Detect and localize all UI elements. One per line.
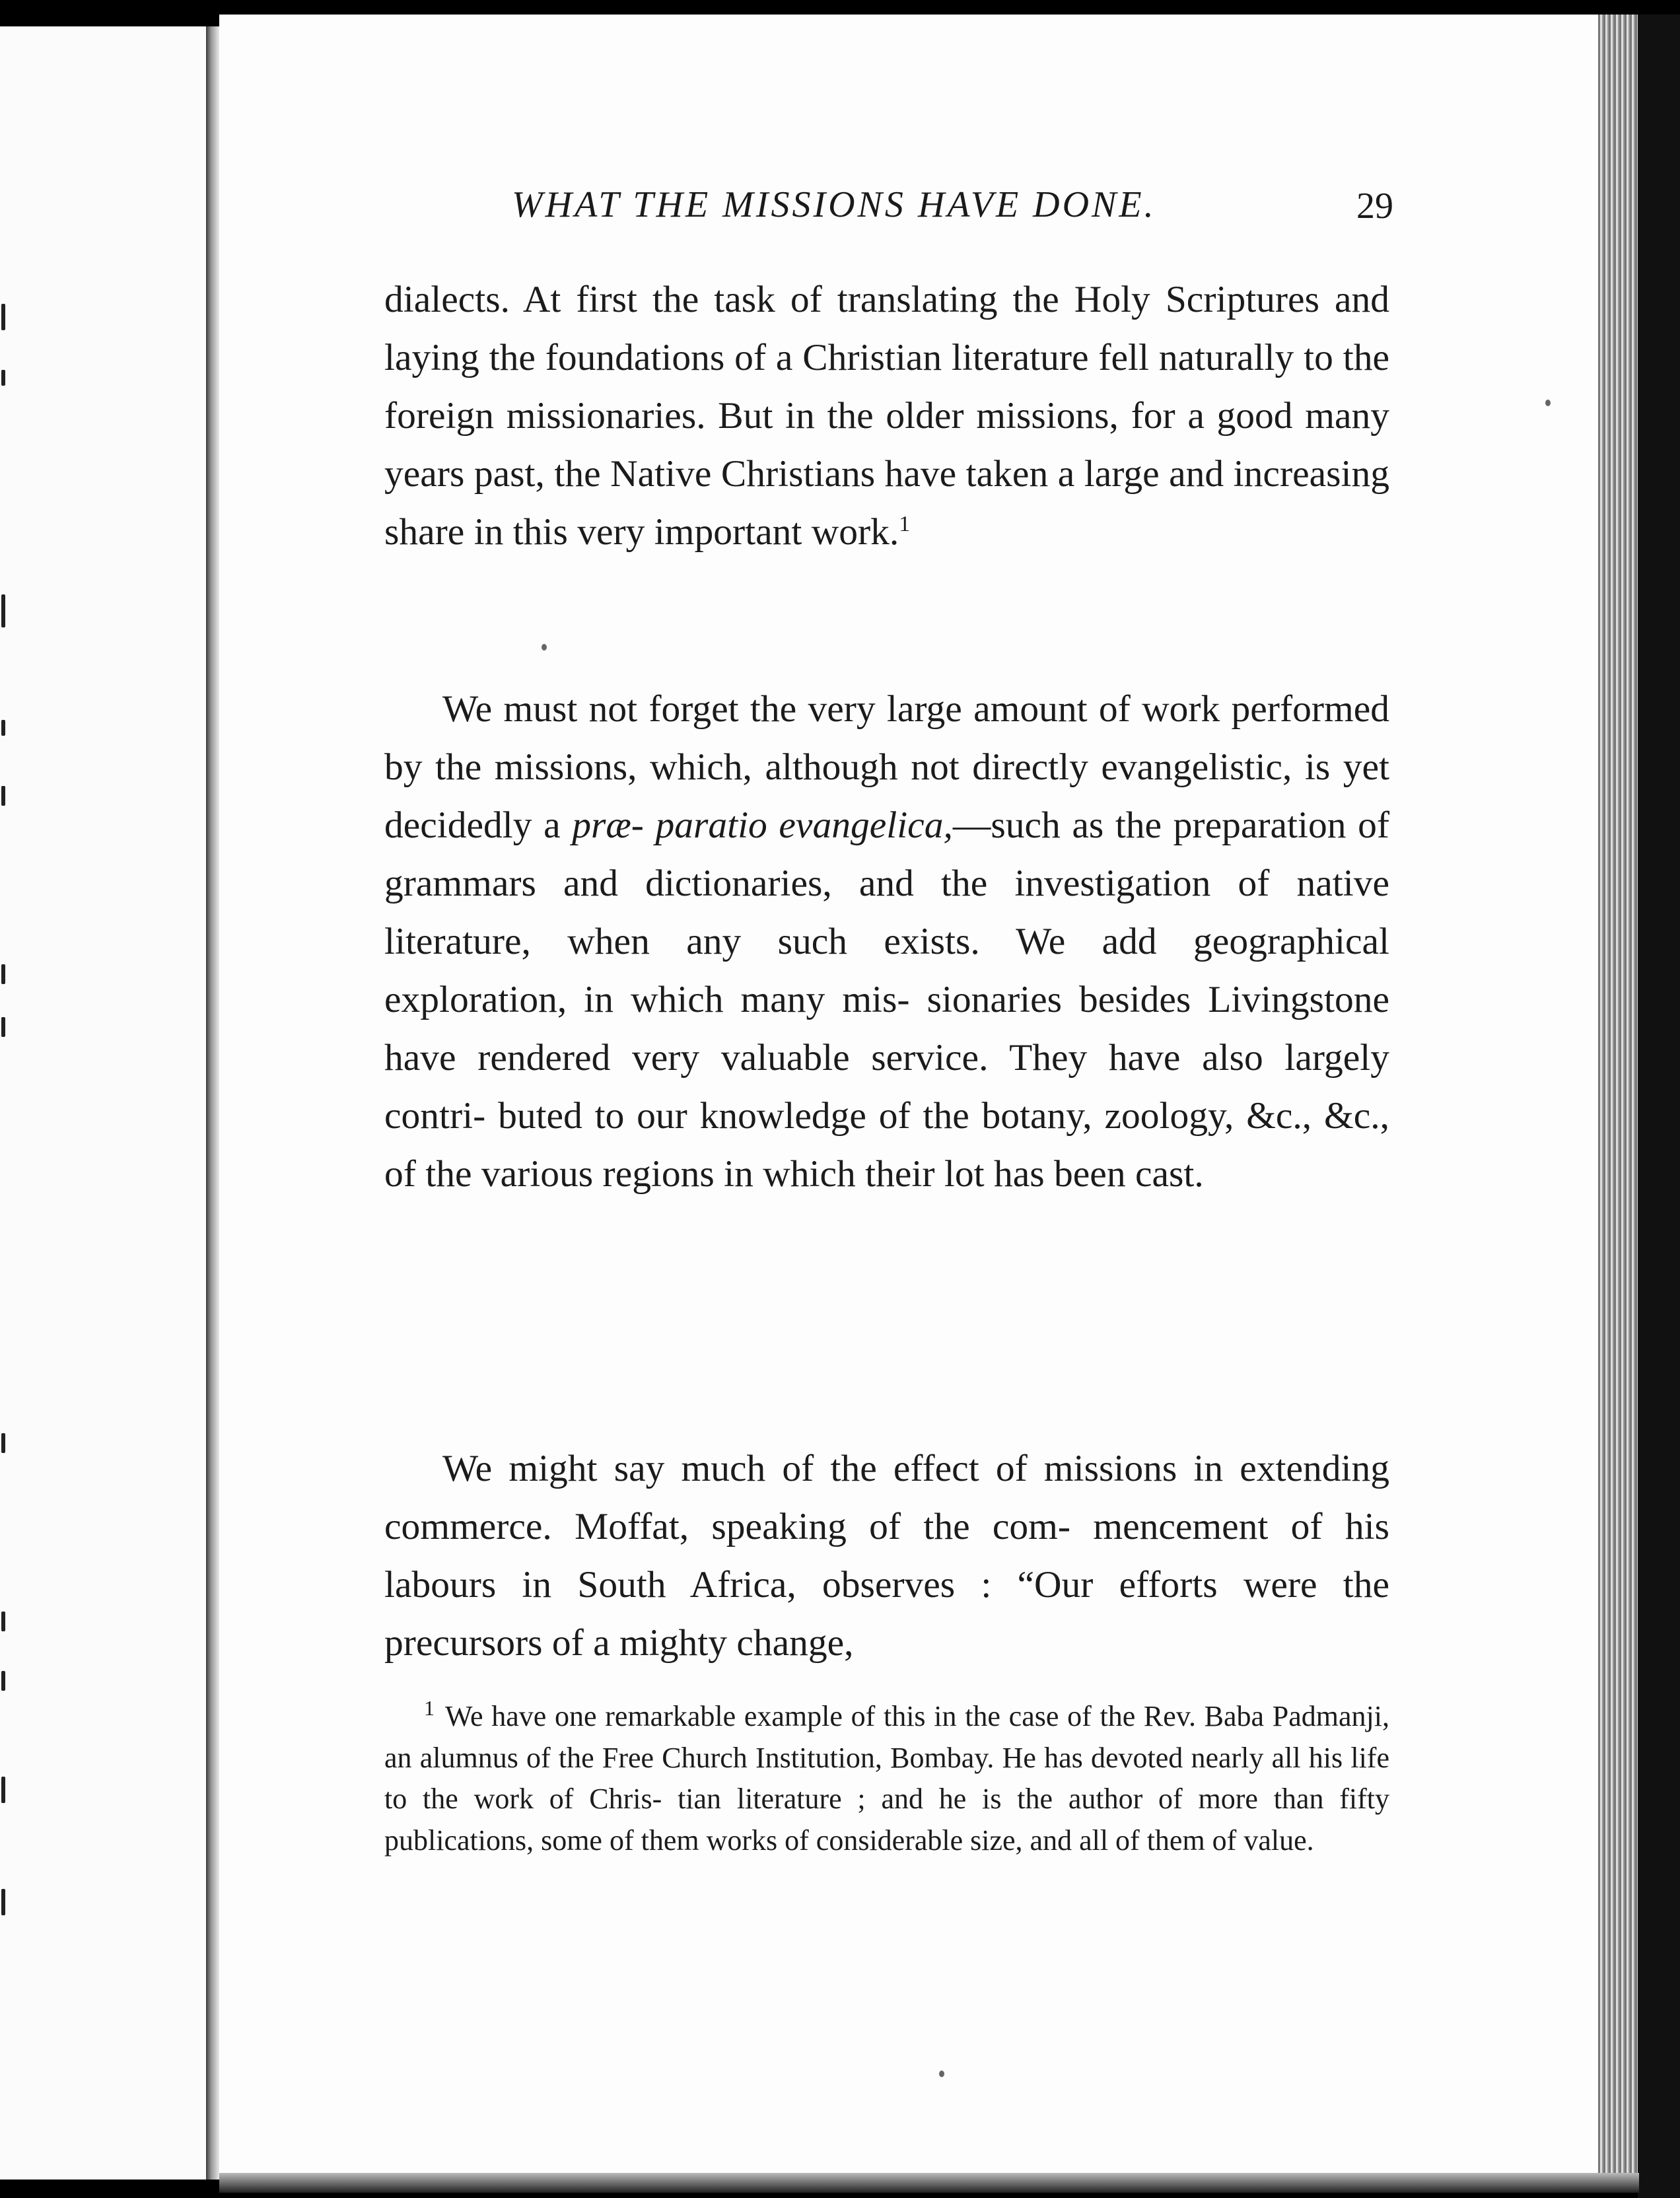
edge-mark [1,1671,5,1691]
left-facing-page-edge [0,26,208,2180]
paragraph-2 [384,680,1389,1203]
edge-mark [1,720,5,736]
page-header [512,184,1393,230]
page-bottom-shadow [219,2173,1639,2193]
paragraph-3 [384,1440,1389,1672]
edge-mark [1,304,5,330]
edge-mark [1,964,5,984]
scan-speck [542,644,547,651]
footnote-reference: 1 [899,511,911,536]
paragraph-1-text: dialects. At first the task of translating the Holy Scriptures and laying the foundations of a Christian literature fell naturally to the foreign missionaries. But in the older missions, for a good many years past, the Native Christians have taken a large and increasing share in this very important work. [384,279,1389,553]
edge-mark [1,1612,5,1631]
scan-border [1638,15,1680,2198]
footnote-text: We have one remarkable example of this in the case of the Rev. Baba Padmanji, an alumnus of the Free Church Institution, Bombay. He has devoted nearly all his life to the work of Chris- tian literature ; and he is the author of more than fifty publications, some of them works of considerable size, and all of them of value. [384,1700,1389,1857]
paragraph-1 [384,271,1389,561]
running-head: WHAT THE MISSIONS HAVE DONE. [512,184,1156,225]
edge-mark [1,1433,5,1453]
latin-phrase: præ- paratio evangelica, [572,804,953,846]
edge-mark [1,1017,5,1037]
footnote [384,1696,1389,1861]
edge-mark [1,1777,5,1803]
paragraph-2-text-b: —such as the preparation of grammars and dictionaries, and the investigation of native literature, when any such exists. We add geographical exploration, in which many mis- sionaries besides Livingstone have rendered very valuable service. They have also largely contri- buted to our knowledge of the botany, zoology, &c., &c., of the various regions in which their lot has been cast. [384,804,1389,1195]
paragraph-2-text-a: We must not forget the very large amount of work performed by the missions, which, although not directly evangelistic, is yet decidedly a [384,688,1389,846]
page-stack-edge [1598,15,1638,2184]
scan-speck [1545,400,1551,406]
edge-mark [1,370,5,386]
footnote-marker: 1 [424,1696,435,1720]
paragraph-3-text: We might say much of the effect of missions in extending commerce. Moffat, speaking of the com- mencement of his labours in South Africa, observes : “Our efforts were the precursors of a mighty change, [384,1448,1389,1664]
edge-mark [1,1889,5,1915]
page-number: 29 [1356,186,1393,227]
edge-mark [1,594,5,627]
edge-mark [1,786,5,806]
scan-speck [939,2071,944,2077]
book-gutter [206,26,219,2180]
